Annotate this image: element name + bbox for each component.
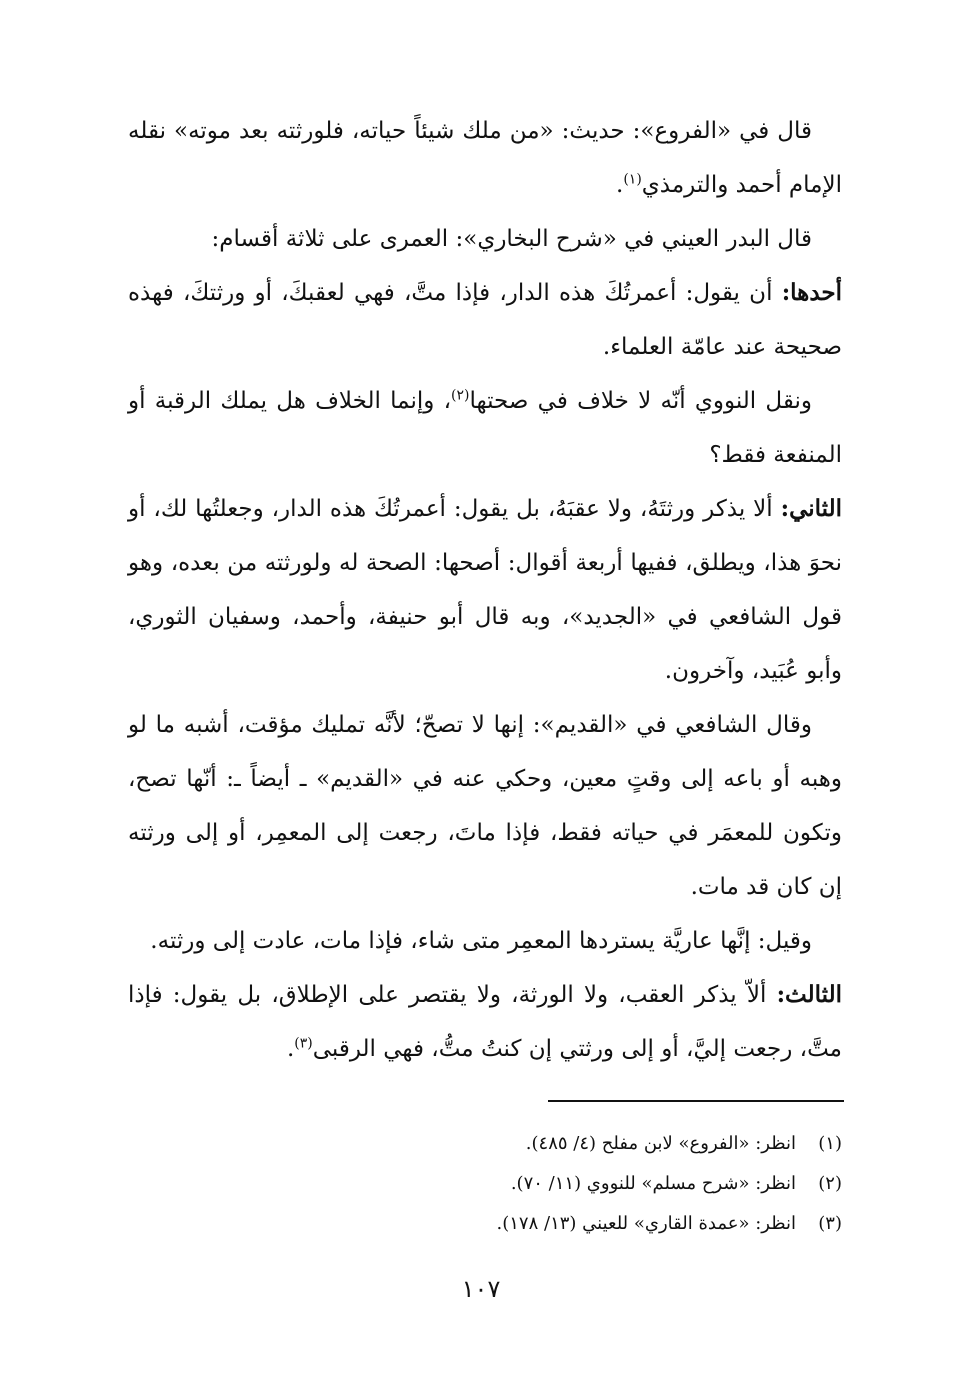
paragraph-text: قال البدر العيني في «شرح البخاري»: العمرى على ثلاثة أقسام: xyxy=(211,226,812,252)
footnote-ref: (٢) xyxy=(451,387,470,404)
paragraph-tail: . xyxy=(616,172,624,198)
paragraph-text: أن يقول: أعمرتُكَ هذه الدار، فإذا متَّ، فهي لعقبكَ، أو ورثتكَ، فهذه صحيحة عند عامّة العلماء. xyxy=(128,280,842,360)
page-number: ١٠٧ xyxy=(461,1275,501,1303)
paragraph-text: قال في «الفروع»: حديث: «من ملك شيئاً حياته، فلورثته بعد موته» نقله الإمام أحمد والترمذي xyxy=(128,118,842,198)
paragraph-text: ألا يذكر ورثتَهُ، ولا عقبَهُ، بل يقول: أعمرتُكَ هذه الدار، وجعلتُها لك، أو نحوَ هذا، ويطلق، ففيها أربعة أقوال: أصحها: الصحة له ولورثته من بعده، وهو قول الشافعي في «الجديد»، وبه قال أبو حنيفة، وأحمد، وسفيان الثوري، وأبو عُبَيد، وآخرون. xyxy=(128,496,842,684)
paragraph-text: ألاّ يذكر العقب، ولا الورثة، ولا يقتصر على الإطلاق، بل يقول: فإذا متَّ، رجعت إليَّ، أو إلى ورثتي إن كنتُ متُّ، فهي الرقبى xyxy=(128,982,842,1062)
footnotes xyxy=(128,1124,842,1244)
footnote-1 xyxy=(128,1124,842,1164)
paragraph-third-type xyxy=(128,968,842,1076)
footnote-text: انظر: «عمدة القاري» للعيني (١٣/ ١٧٨). xyxy=(496,1213,796,1234)
main-text xyxy=(128,104,842,1076)
paragraph-lead: الثالث: xyxy=(776,981,842,1008)
paragraph-nawawi xyxy=(128,374,842,482)
footnote-text: انظر: «الفروع» لابن مفلح (٤/ ٤٨٥). xyxy=(525,1133,796,1154)
footnote-number: (٣) xyxy=(818,1213,842,1234)
paragraph-text: ونقل النووي أنّه لا خلاف في صحتها xyxy=(469,388,812,414)
footnote-number: (٢) xyxy=(818,1173,842,1194)
paragraph-tail: . xyxy=(286,1036,295,1062)
footnote-2 xyxy=(128,1164,842,1204)
paragraph-shafii-old xyxy=(128,698,842,914)
paragraph-tail: ، وإنما الخلاف هل يملك الرقبة أو المنفعة فقط؟ xyxy=(128,388,842,468)
footnote-ref: (١) xyxy=(623,171,642,188)
footnote-ref: (٣) xyxy=(294,1035,313,1052)
paragraph-second-type xyxy=(128,482,842,698)
paragraph-text: وقال الشافعي في «القديم»: إنها لا تصحّ؛ لأنَّه تمليك مؤقت، أشبه ما لو وهبه أو باعه إلى وقتٍ معين، وحكي عنه في «القديم» ـ أيضاً ـ: أنّها تصح، وتكون للمعمَر في حياته فقط، فإذا ماتَ، رجعت إلى المعمِر، أو إلى ورثته إن كان قد مات. xyxy=(128,712,842,900)
paragraph-ariya xyxy=(128,914,842,968)
paragraph-lead: الثاني: xyxy=(780,495,842,522)
paragraph-text: وقيل: إنَّها عاريَّة يستردها المعمِر متى شاء، فإذا مات، عادت إلى ورثته. xyxy=(150,928,812,954)
footnote-divider xyxy=(548,1100,844,1102)
footnote-text: انظر: «شرح مسلم» للنووي (١١/ ٧٠). xyxy=(510,1173,796,1194)
footnote-number: (١) xyxy=(818,1133,842,1154)
footnote-3 xyxy=(128,1204,842,1244)
paragraph-lead: أحدها: xyxy=(781,279,842,306)
paragraph-intro-aqsam xyxy=(128,212,842,266)
paragraph-hadith xyxy=(128,104,842,212)
paragraph-first-type xyxy=(128,266,842,374)
